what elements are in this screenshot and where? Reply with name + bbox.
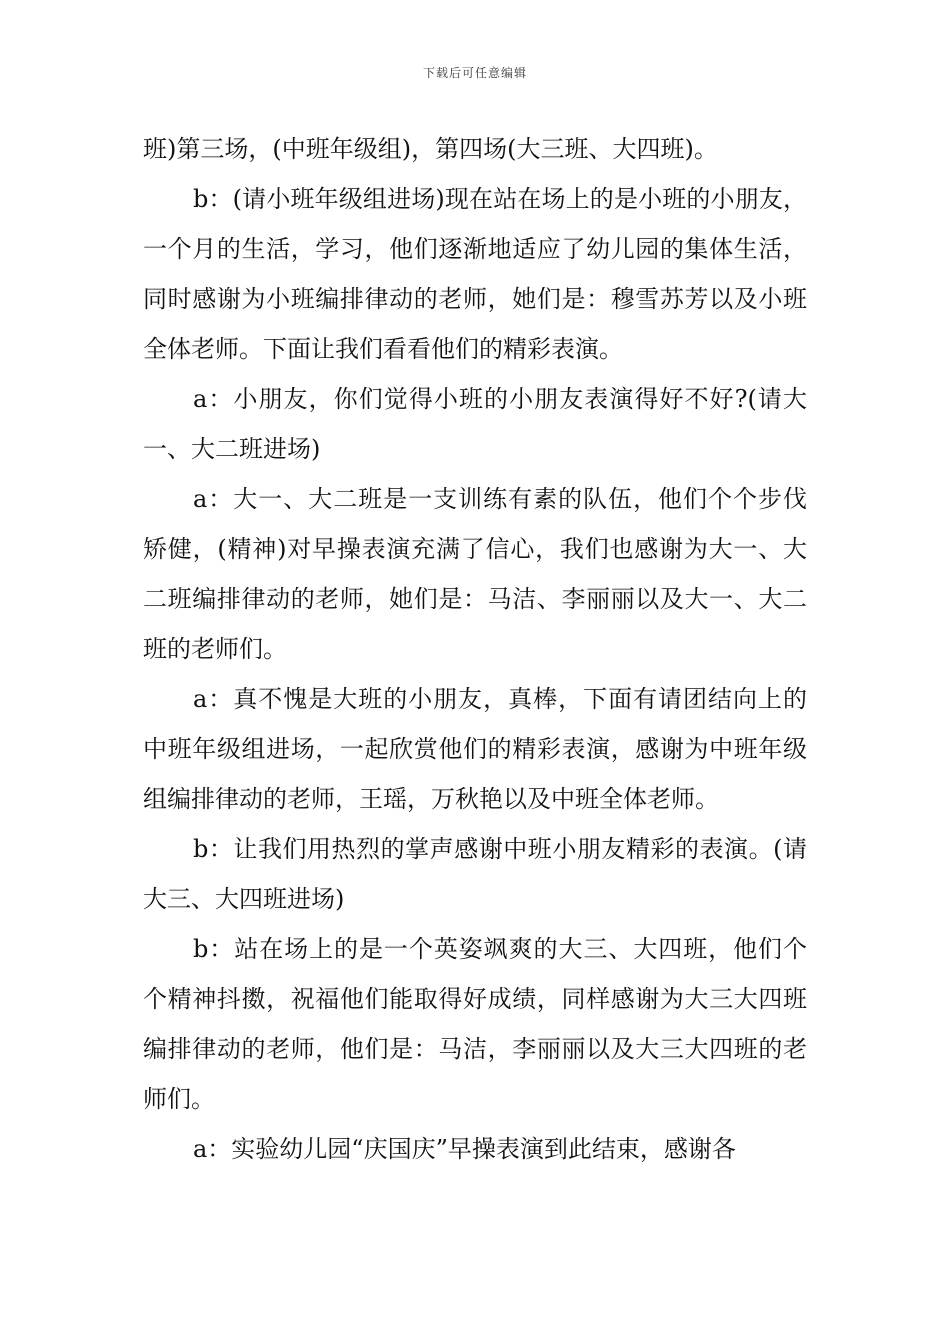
document-body xyxy=(143,124,807,1174)
header-note: 下载后可任意编辑 xyxy=(422,66,527,80)
paragraph-7: b：站在场上的是一个英姿飒爽的大三、大四班，他们个个精神抖擞，祝福他们能取得好成绩，同样感谢为大三大四班编排律动的老师，他们是：马洁，李丽丽以及大三大四班的老师们。 xyxy=(143,935,807,1113)
paragraph-4: a：大一、大二班是一支训练有素的队伍，他们个个步伐矫健，(精神)对早操表演充满了信心，我们也感谢为大一、大二班编排律动的老师，她们是：马洁、李丽丽以及大一、大二班的老师们。 xyxy=(143,485,807,663)
paragraph-3: a：小朋友，你们觉得小班的小朋友表演得好不好?(请大一、大二班进场) xyxy=(143,385,807,463)
paragraph-1: 班)第三场，(中班年级组)，第四场(大三班、大四班)。 xyxy=(143,135,718,163)
paragraph-5: a：真不愧是大班的小朋友，真棒，下面有请团结向上的中班年级组进场，一起欣赏他们的精彩表演，感谢为中班年级组编排律动的老师，王瑶，万秋艳以及中班全体老师。 xyxy=(143,685,807,813)
paragraph-6: b：让我们用热烈的掌声感谢中班小朋友精彩的表演。(请大三、大四班进场) xyxy=(143,835,807,913)
paragraph-8: a：实验幼儿园“庆国庆”早操表演到此结束，感谢各 xyxy=(193,1135,736,1163)
paragraph-2: b：(请小班年级组进场)现在站在场上的是小班的小朋友，一个月的生活，学习，他们逐渐地适应了幼儿园的集体生活，同时感谢为小班编排律动的老师，她们是：穆雪苏芳以及小班全体老师。下面让我们看看他们的精彩表演。 xyxy=(143,185,807,363)
